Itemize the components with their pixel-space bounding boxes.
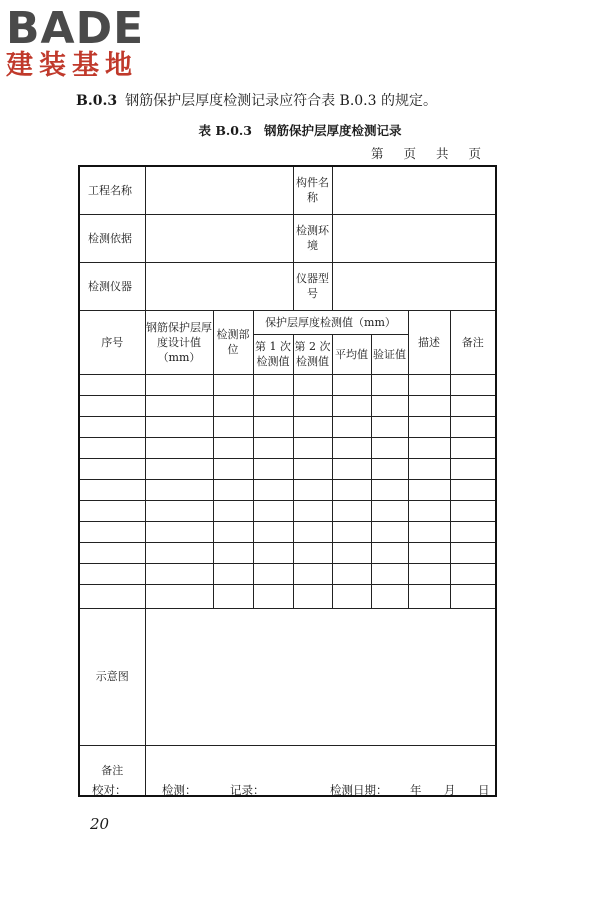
data-cell[interactable] [79,479,145,500]
data-cell[interactable] [79,521,145,542]
table-number: 表 B.0.3 [198,123,252,138]
table-row [79,584,496,608]
data-cell[interactable] [450,563,496,584]
data-cell[interactable] [371,521,408,542]
data-cell[interactable] [213,437,253,458]
table-row [79,563,496,584]
logo-wordmark: BADE [6,3,145,54]
col-description: 描述 [408,310,450,374]
col-seq: 序号 [79,310,145,374]
data-cell[interactable] [145,395,213,416]
col-average: 平均值 [332,334,371,374]
data-cell[interactable] [253,374,293,395]
data-cell[interactable] [293,416,332,437]
data-cell[interactable] [408,458,450,479]
instrument-label: 检测仪器 [79,262,145,310]
member-name-label: 构件名称 [293,166,332,214]
sketch-label: 示意图 [79,608,145,745]
instrument-field[interactable] [145,262,293,310]
data-cell[interactable] [293,479,332,500]
data-cell[interactable] [450,416,496,437]
brand-logo [6,3,176,82]
data-cell[interactable] [145,458,213,479]
data-cell[interactable] [213,479,253,500]
data-cell[interactable] [213,458,253,479]
page-unit: 页 [403,146,419,161]
col-design-value: 钢筋保护层厚度设计值（mm） [145,310,213,374]
data-cell[interactable] [293,500,332,521]
data-cell[interactable] [332,395,371,416]
data-cell[interactable] [408,500,450,521]
data-cell[interactable] [408,395,450,416]
data-cell[interactable] [293,563,332,584]
data-cell[interactable] [79,563,145,584]
data-cell[interactable] [253,584,293,608]
data-cell[interactable] [450,395,496,416]
data-cell[interactable] [408,416,450,437]
page-number: 20 [90,815,110,833]
data-cell[interactable] [145,584,213,608]
data-cell[interactable] [332,374,371,395]
data-cell[interactable] [293,395,332,416]
basis-label: 检测依据 [79,214,145,262]
table-row [79,416,496,437]
data-cell[interactable] [293,584,332,608]
col-first: 第 1 次检测值 [253,334,293,374]
table-row [79,521,496,542]
data-cell[interactable] [145,563,213,584]
data-cell[interactable] [253,563,293,584]
data-cell[interactable] [332,437,371,458]
table-row [79,500,496,521]
date-year: 年 [410,783,422,797]
data-cell[interactable] [293,521,332,542]
data-cell[interactable] [408,479,450,500]
data-cell[interactable] [79,437,145,458]
data-cell[interactable] [332,542,371,563]
data-cell[interactable] [79,395,145,416]
data-cell[interactable] [408,374,450,395]
data-cell[interactable] [408,521,450,542]
data-cell[interactable] [408,584,450,608]
table-row [79,395,496,416]
basis-field[interactable] [145,214,293,262]
data-cell[interactable] [371,437,408,458]
signature-footer [92,782,512,798]
data-cell[interactable] [79,458,145,479]
col-remarks: 备注 [450,310,496,374]
col-verify: 验证值 [371,334,408,374]
data-cell[interactable] [450,584,496,608]
data-cell[interactable] [371,395,408,416]
project-name-field[interactable] [145,166,293,214]
data-cell[interactable] [145,374,213,395]
table-row [79,437,496,458]
total-label: 共 [435,146,452,161]
data-cell[interactable] [408,437,450,458]
recorder-label: 记录： [230,783,265,797]
data-cell[interactable] [371,374,408,395]
data-cell[interactable] [145,479,213,500]
record-table [78,165,497,797]
data-cell[interactable] [253,416,293,437]
clause-text: 钢筋保护层厚度检测记录应符合表 B.0.3 的规定。 [125,93,437,109]
data-cell[interactable] [371,542,408,563]
data-cell[interactable] [371,416,408,437]
date-month: 月 [444,783,456,797]
data-cell[interactable] [293,458,332,479]
data-cell[interactable] [213,374,253,395]
test-date-label: 检测日期： [330,783,388,797]
data-cell[interactable] [371,500,408,521]
data-cell[interactable] [145,500,213,521]
member-name-field[interactable] [332,166,496,214]
data-cell[interactable] [332,521,371,542]
data-cell[interactable] [293,437,332,458]
logo-subtitle: 建装基地 [6,50,138,81]
checker-label: 校对： [92,783,127,797]
data-cell[interactable] [145,437,213,458]
data-cell[interactable] [145,416,213,437]
data-cell[interactable] [79,500,145,521]
environment-field[interactable] [332,214,496,262]
col-location: 检测部位 [213,310,253,374]
data-cell[interactable] [213,416,253,437]
col-measured-group: 保护层厚度检测值（mm） [253,310,408,334]
data-cell[interactable] [79,542,145,563]
data-cell[interactable] [213,521,253,542]
table-title: 钢筋保护层厚度检测记录 [264,123,402,138]
data-cell[interactable] [450,542,496,563]
data-cell[interactable] [450,479,496,500]
data-cell[interactable] [213,395,253,416]
data-cell[interactable] [332,458,371,479]
data-cell[interactable] [450,458,496,479]
environment-label: 检测环境 [293,214,332,262]
data-cell[interactable] [371,584,408,608]
table-row [79,458,496,479]
data-cell[interactable] [371,479,408,500]
data-cell[interactable] [408,542,450,563]
data-cell[interactable] [408,563,450,584]
data-cell[interactable] [371,563,408,584]
data-cell[interactable] [145,521,213,542]
page-label: 第 [370,146,387,161]
instrument-model-label: 仪器型号 [293,262,332,310]
data-cell[interactable] [145,542,213,563]
data-cell[interactable] [450,374,496,395]
data-cell[interactable] [332,563,371,584]
table-row [79,479,496,500]
clause-number: B.0.3 [76,93,118,109]
remarks-label: 备注 [79,745,145,796]
data-cell[interactable] [213,500,253,521]
date-day: 日 [478,783,490,797]
data-cell[interactable] [253,500,293,521]
data-cell[interactable] [332,584,371,608]
data-cell[interactable] [450,437,496,458]
data-cell[interactable] [253,437,293,458]
data-cell[interactable] [450,521,496,542]
table-caption [0,121,600,139]
data-cell[interactable] [213,563,253,584]
data-cell[interactable] [253,542,293,563]
data-cell[interactable] [79,416,145,437]
data-cell[interactable] [253,458,293,479]
table-row [79,542,496,563]
data-cell[interactable] [332,500,371,521]
instrument-model-field[interactable] [332,262,496,310]
total-unit: 页 [468,146,484,161]
data-cell[interactable] [253,521,293,542]
data-cell[interactable] [253,479,293,500]
project-name-label: 工程名称 [79,166,145,214]
page-info [361,144,484,162]
data-cell[interactable] [213,542,253,563]
tester-label: 检测： [162,783,197,797]
data-cell[interactable] [371,458,408,479]
data-cell[interactable] [79,374,145,395]
data-cell[interactable] [293,542,332,563]
data-cell[interactable] [450,500,496,521]
data-cell[interactable] [293,374,332,395]
table-row [79,374,496,395]
data-cell[interactable] [79,584,145,608]
data-cell[interactable] [253,395,293,416]
data-cell[interactable] [213,584,253,608]
data-cell[interactable] [332,479,371,500]
sketch-area[interactable] [145,608,496,745]
data-cell[interactable] [332,416,371,437]
col-second: 第 2 次检测值 [293,334,332,374]
clause-sentence [76,90,437,110]
